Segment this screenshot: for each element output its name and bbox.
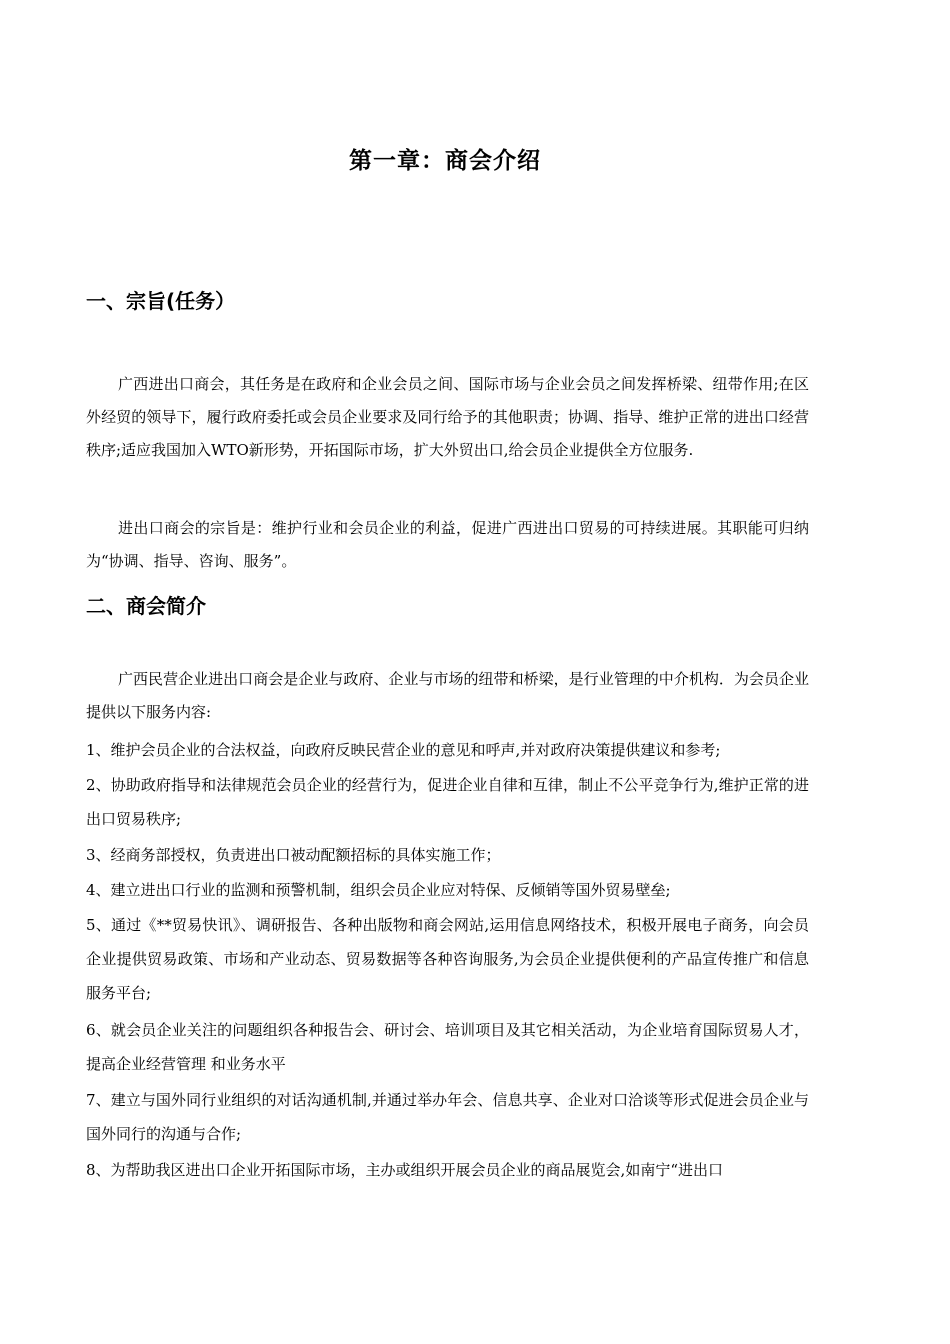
purpose-paragraph: 进出口商会的宗旨是：维护行业和会员企业的利益，促进广西进出口贸易的可持续进展。其职能可归纳为“协调、指导、咨询、服务”。 bbox=[86, 519, 809, 570]
service-list-item: 2、协助政府指导和法律规范会员企业的经营行为，促进企业自律和互律，制止不公平竞争行为,维护正常的进出口贸易秩序; bbox=[86, 776, 809, 828]
service-list-item: 1、维护会员企业的合法权益，向政府反映民营企业的意见和呼声,并对政府决策提供建议和参考; bbox=[86, 741, 721, 759]
introduction-paragraph: 广西民营企业进出口商会是企业与政府、企业与市场的纽带和桥梁，是行业管理的中介机构．为会员企业提供以下服务内容: bbox=[86, 670, 809, 721]
service-list-item: 5、通过《**贸易快讯》、调研报告、各种出版物和商会网站,运用信息网络技术，积极开展电子商务，向会员企业提供贸易政策、市场和产业动态、贸易数据等各种咨询服务,为会员企业提供便利的产品宣传推广和信息服务平台; bbox=[86, 916, 809, 1002]
service-list-item: 8、为帮助我区进出口企业开拓国际市场，主办或组织开展会员企业的商品展览会,如南宁“进出口 bbox=[86, 1161, 723, 1179]
section-heading-introduction: 二、商会简介 bbox=[86, 594, 206, 618]
service-list-item: 3、经商务部授权，负责进出口被动配额招标的具体实施工作； bbox=[86, 846, 501, 864]
purpose-paragraph: 广西进出口商会，其任务是在政府和企业会员之间、国际市场与企业会员之间发挥桥梁、纽带作用;在区外经贸的领导下，履行政府委托或会员企业要求及同行给予的其他职责；协调、指导、维护正常的进出口经营秩序;适应我国加入WTO新形势，开拓国际市场，扩大外贸出口,给会员企业提供全方位服务. bbox=[86, 375, 809, 459]
chapter-title: 第一章：商会介绍 bbox=[349, 148, 541, 174]
service-list-item: 6、就会员企业关注的问题组织各种报告会、研讨会、培训项目及其它相关活动，为企业培育国际贸易人才，提高企业经营管理 和业务水平 bbox=[86, 1021, 809, 1073]
section-heading-purpose: 一、宗旨(任务） bbox=[86, 289, 236, 313]
service-list-item: 7、建立与国外同行业组织的对话沟通机制,并通过举办年会、信息共享、企业对口洽谈等形式促进会员企业与国外同行的沟通与合作; bbox=[86, 1091, 809, 1143]
service-list-item: 4、建立进出口行业的监测和预警机制，组织会员企业应对特保、反倾销等国外贸易壁垒; bbox=[86, 881, 671, 899]
